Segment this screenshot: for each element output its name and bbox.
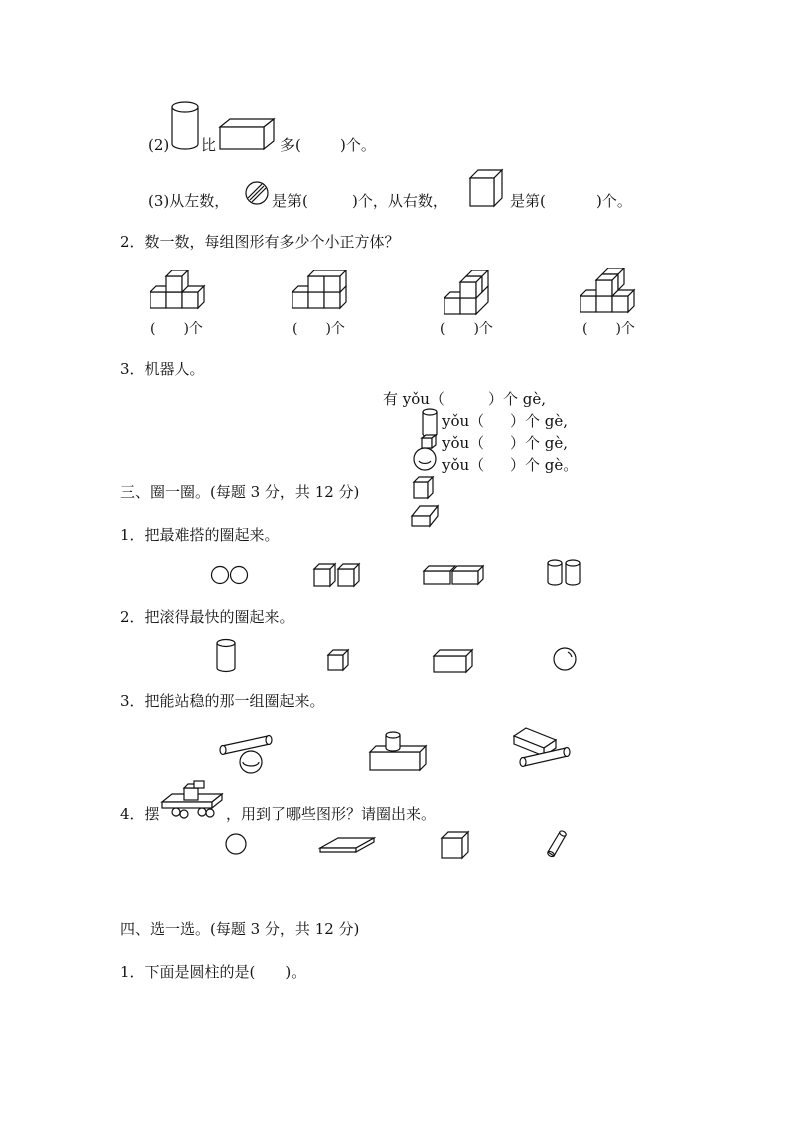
option-two-cubes[interactable] (312, 562, 362, 588)
robot-line-4-prefix: yǒu（ (442, 456, 485, 474)
robot-line-4-suffix: ）个 gè。 (510, 456, 579, 474)
circle-q2: 2．把滚得最快的圈起来。 (120, 608, 295, 626)
answer-blank-4[interactable]: ( )个 (582, 321, 635, 337)
q3-prefix: (3)从左数， (148, 192, 230, 210)
circle-q4-prefix: 4．摆 (120, 805, 160, 823)
robot-line-2-prefix: yǒu（ (442, 412, 485, 430)
option-q4-cylinder[interactable] (542, 826, 570, 860)
count-title: 2．数一数，每组图形有多少个小正方体？ (120, 233, 400, 251)
q3-end: )个。 (596, 192, 632, 210)
answer-blank-1[interactable]: ( )个 (150, 321, 203, 337)
option-q4-cube[interactable] (440, 830, 470, 860)
robot-cuboid-part-icon (410, 504, 440, 528)
circle-q4-suffix: ，用到了哪些图形？请圈出来。 (226, 805, 437, 823)
robot-line-3-prefix: yǒu（ (442, 434, 485, 452)
option-cylinder-on-cuboid[interactable] (366, 730, 430, 774)
option-cube[interactable] (326, 648, 350, 672)
robot-line-1-suffix: ）个 gè, (488, 390, 547, 408)
option-q4-flat-cuboid[interactable] (318, 834, 376, 856)
cube-icon (468, 168, 504, 208)
option-two-spheres[interactable] (210, 564, 250, 586)
option-cuboid-on-cylinder[interactable] (512, 726, 572, 768)
option-cuboid[interactable] (432, 648, 474, 674)
q2-end: )个。 (340, 136, 376, 154)
robot-line-1-prefix: 有 yǒu（ (383, 390, 445, 408)
answer-blank-2[interactable]: ( )个 (292, 321, 345, 337)
robot-sphere-icon (412, 446, 438, 472)
cylinder-tall-icon (170, 100, 200, 152)
option-two-cuboids[interactable] (422, 564, 484, 586)
option-two-cylinders[interactable] (545, 558, 585, 588)
cube-group-1 (150, 270, 210, 312)
robot-cube-part-icon (412, 476, 436, 500)
circle-q3: 3．把能站稳的那一组圈起来。 (120, 692, 325, 710)
q2-more: 多( (280, 136, 301, 154)
toy-car-icon (160, 780, 226, 820)
choose-heading: 四、选一选。(每题 3 分，共 12 分) (120, 920, 360, 938)
option-sphere[interactable] (552, 646, 578, 672)
answer-blank-3[interactable]: ( )个 (440, 321, 493, 337)
q3-mid2: )个，从右数， (352, 192, 448, 210)
q2-mid: 比 (201, 136, 217, 154)
q2-prefix: (2) (148, 136, 170, 154)
robot-line-2-suffix: ）个 gè, (510, 412, 569, 430)
choose-q1: 1．下面是圆柱的是( )。 (120, 963, 307, 981)
q3-mid: 是第( (272, 192, 308, 210)
circle-q1: 1．把最难搭的圈起来。 (120, 526, 280, 544)
q3-mid3: 是第( (510, 192, 546, 210)
robot-line-3-suffix: ）个 gè, (510, 434, 569, 452)
robot-title: 3．机器人。 (120, 360, 205, 378)
option-cylinder-on-sphere[interactable] (218, 732, 276, 774)
cube-group-4 (580, 268, 646, 314)
option-q4-sphere[interactable] (224, 832, 248, 856)
ball-icon (244, 180, 270, 206)
cuboid-icon (218, 117, 276, 151)
cube-group-3 (444, 270, 494, 316)
cube-group-2 (292, 270, 354, 312)
option-cylinder[interactable] (214, 638, 238, 674)
circle-heading: 三、圈一圈。(每题 3 分，共 12 分) (120, 483, 360, 501)
